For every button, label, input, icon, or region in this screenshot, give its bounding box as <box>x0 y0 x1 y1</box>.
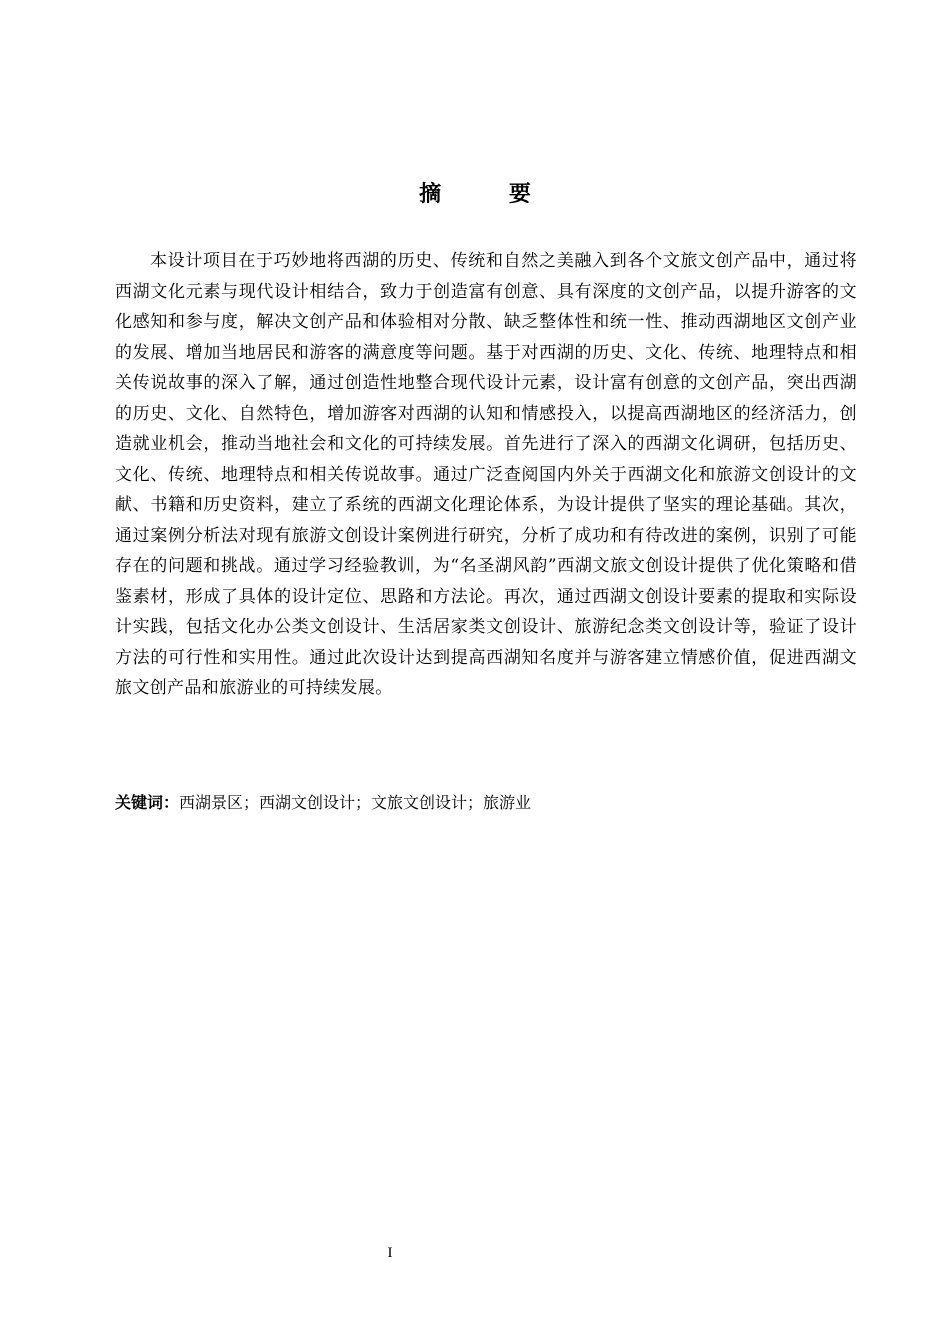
keywords-line <box>115 791 857 815</box>
keywords-values: 西湖景区；西湖文创设计；文旅文创设计；旅游业 <box>179 793 532 812</box>
keywords-label: 关键词： <box>115 793 180 812</box>
page-number: I <box>387 1245 393 1261</box>
abstract-body: 本设计项目在于巧妙地将西湖的历史、传统和自然之美融入到各个文旅文创产品中，通过将西湖文化元素与现代设计相结合，致力于创造富有创意、具有深度的文创产品，以提升游客的文化感知和参与度，解决文创产品和体验相对分散、缺乏整体性和统一性、推动西湖地区文创产业的发展、增加当地居民和游客的满意度等问题。基于对西湖的历史、文化、传统、地理特点和相关传说故事的深入了解，通过创造性地整合现代设计元素，设计富有创意的文创产品，突出西湖的历史、文化、自然特色，增加游客对西湖的认知和情感投入，以提高西湖地区的经济活力，创造就业机会，推动当地社会和文化的可持续发展。首先进行了深入的西湖文化调研，包括历史、文化、传统、地理特点和相关传说故事。通过广泛查阅国内外关于西湖文化和旅游文创设计的文献、书籍和历史资料，建立了系统的西湖文化理论体系，为设计提供了坚实的理论基础。其次，通过案例分析法对现有旅游文创设计案例进行研究，分析了成功和有待改进的案例，识别了可能存在的问题和挑战。通过学习经验教训，为“名圣湖风韵”西湖文旅文创设计提供了优化策略和借鉴素材，形成了具体的设计定位、思路和方法论。再次，通过西湖文创设计要素的提取和实际设计实践，包括文化办公类文创设计、生活居家类文创设计、旅游纪念类文创设计等，验证了设计方法的可行性和实用性。通过此次设计达到提高西湖知名度并与游客建立情感价值，促进西湖文旅文创产品和旅游业的可持续发展。 <box>115 251 857 698</box>
abstract-title: 摘 要 <box>419 182 561 207</box>
